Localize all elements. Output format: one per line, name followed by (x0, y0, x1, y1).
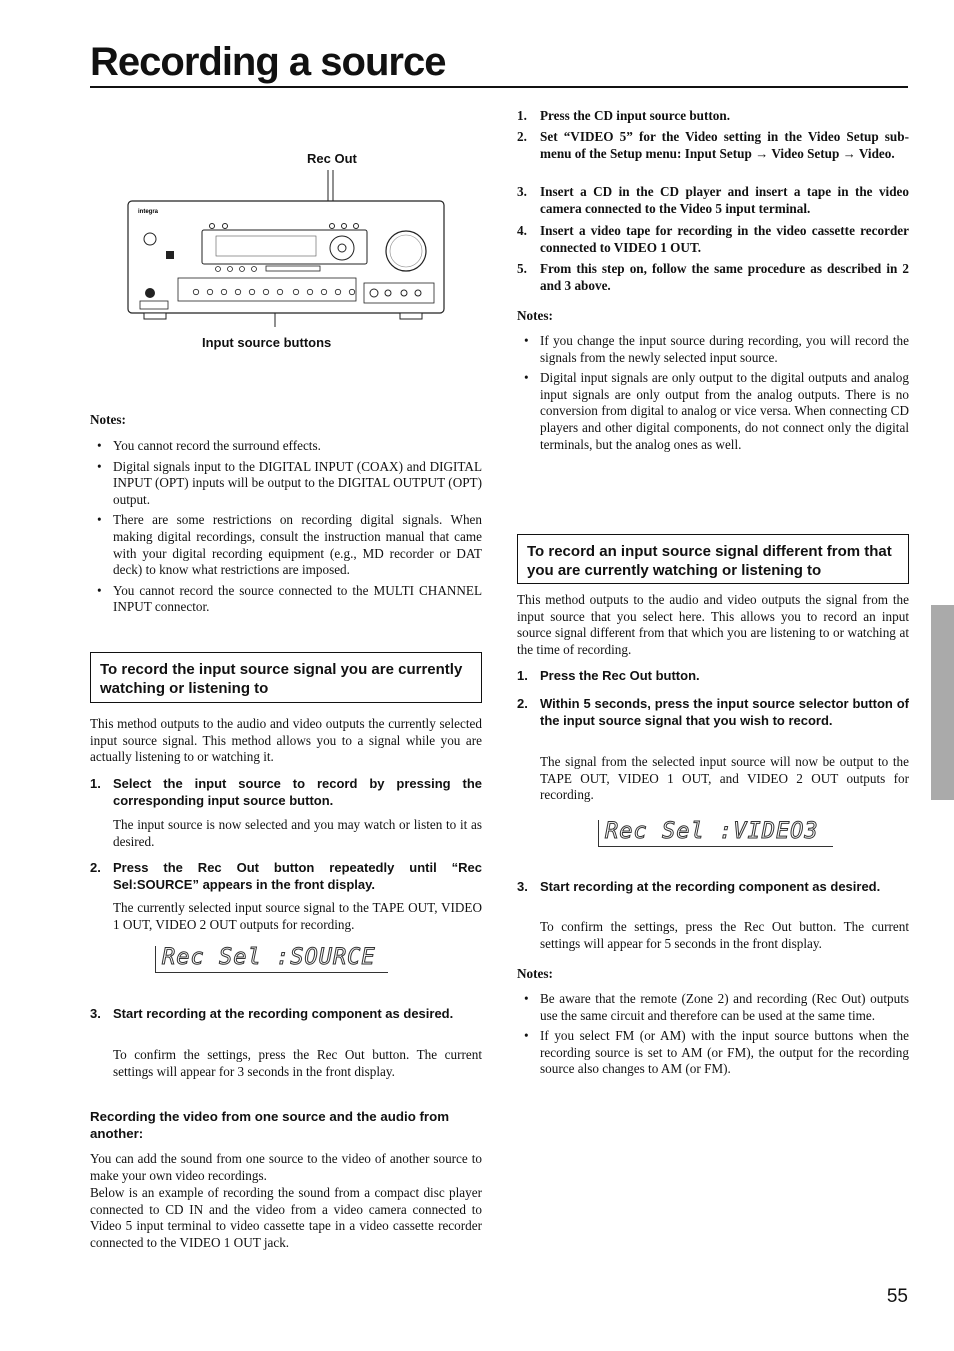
left-sub-paragraph-1: You can add the sound from one source to the video of another source to make your own video recordings. (90, 1151, 482, 1183)
left-intro: This method outputs to the audio and video outputs the currently selected input source signal. This method allows you to a signal while you are actually listening to or watching it. (90, 716, 482, 765)
right-intro: This method outputs to the audio and video outputs the signal from the input source that you select here. This allows you to record an input source signal different from that which you are listening to or watching at the time of recording. (517, 592, 909, 657)
left-step-3-body: To confirm the settings, press the Rec Out button. The current settings will appear for 3 seconds in the front display. (113, 1047, 482, 1079)
right-top-step-2: 2. Set “VIDEO 5” for the Video setting in the Video Setup sub-menu of the Setup menu: Input Setup → Video Setup → Video. (517, 129, 909, 161)
left-step-1-body: The input source is now selected and you may watch or listen to it as desired. (113, 817, 482, 849)
rec-out-label: Rec Out (307, 151, 357, 166)
right-top-step-5: 5. From this step on, follow the same procedure as described in 2 and 3 above. (517, 261, 909, 293)
page-title: Recording a source (90, 40, 446, 84)
title-rule (90, 86, 908, 88)
left-section-heading: To record the input source signal you are currently watching or listening to (90, 652, 482, 703)
input-buttons-label: Input source buttons (202, 335, 332, 350)
right-step-2-body: The signal from the selected input source will now be output to the TAPE OUT, VIDEO 1 OUT, and VIDEO 2 OUT outputs for recording. (540, 754, 909, 803)
right-top-step-3: 3. Insert a CD in the CD player and insert a tape in the video camera connected to the Video 5 input terminal. (517, 184, 909, 216)
page-number: 55 (886, 1286, 908, 1307)
list-item: • Digital signals input to the DIGITAL INPUT (COAX) and DIGITAL INPUT (OPT) inputs will be output to the DIGITAL OUTPUT (OPT) output. (97, 458, 482, 507)
list-item: • There are some restrictions on recording digital signals. When making digital recordings, consult the instruction manual that came with your digital recording equipment (e.g., MD recorder or DAT deck) to know what restrictions are imposed. (97, 512, 482, 578)
list-item: • You cannot record the source connected to the MULTI CHANNEL INPUT connector. (97, 582, 482, 615)
list-item: • Be aware that the remote (Zone 2) and recording (Rec Out) outputs use the same circuit and therefore can be used at the same time. (524, 991, 909, 1023)
list-item: • You cannot record the surround effects. (97, 438, 321, 453)
left-notes-list (90, 438, 482, 620)
list-item: • If you change the input source during recording, you will record the signals from the newly selected input source. (524, 333, 909, 365)
right-notes-heading: Notes: (517, 308, 553, 323)
left-notes-heading: Notes: (90, 412, 126, 427)
right-step-1: 1. Press the Rec Out button. (517, 668, 700, 683)
left-step-2-body: The currently selected input source signal to the TAPE OUT, VIDEO 1 OUT, VIDEO 2 OUT outputs for recording. (113, 900, 482, 932)
front-display-video3: Rec Sel :VIDEO3 (598, 820, 833, 847)
list-item: • If you select FM (or AM) with the input source buttons when the recording source is set to AM (or FM), the output for the recording source also changes to AM (or FM). (524, 1028, 909, 1077)
right-notes-heading-2: Notes: (517, 966, 553, 981)
receiver-front-panel-diagram (120, 165, 455, 330)
right-notes-list (517, 333, 909, 457)
left-step-3: 3. Start recording at the recording component as desired. (90, 1006, 454, 1021)
left-step-2: 2. Press the Rec Out button repeatedly until “Rec Sel:SOURCE” appears in the front display. (90, 860, 482, 893)
right-top-step-4: 4. Insert a video tape for recording in the video cassette recorder connected to VIDEO 1 OUT. (517, 223, 909, 255)
brand-logo: integra (138, 209, 159, 215)
right-step-3: 3. Start recording at the recording component as desired. (517, 879, 881, 894)
right-section-heading: To record an input source signal different from that you are currently watching or listening to (517, 534, 909, 584)
right-notes-bottom-list (517, 991, 909, 1082)
left-sub-paragraph-2: Below is an example of recording the sound from a compact disc player connected to CD IN and the video from a video camera connected to Video 5 input terminal to video cassette tape in a video cassette recorder connected to the VIDEO 1 OUT jack. (90, 1185, 482, 1250)
right-step-3-body: To confirm the settings, press the Rec Out button. The current settings will appear for 5 seconds in the front display. (540, 919, 909, 951)
side-tab (931, 605, 954, 800)
left-subheading: Recording the video from one source and the audio from another: (90, 1109, 450, 1142)
list-item: • Digital input signals are only output to the digital outputs and analog input signals are only output from the analog outputs. There is no conversion from digital to analog or vice versa. When connecting CD players and other digital components, do not connect only the digital terminals, but the analog ones as well. (524, 370, 909, 452)
right-top-step-1: 1. Press the CD input source button. (517, 108, 731, 123)
right-step-2: 2. Within 5 seconds, press the input source selector button of the input source signal that you wish to record. (517, 696, 909, 729)
front-display-source: Rec Sel :SOURCE (155, 946, 388, 973)
left-step-1: 1. Select the input source to record by pressing the corresponding input source button. (90, 776, 482, 809)
